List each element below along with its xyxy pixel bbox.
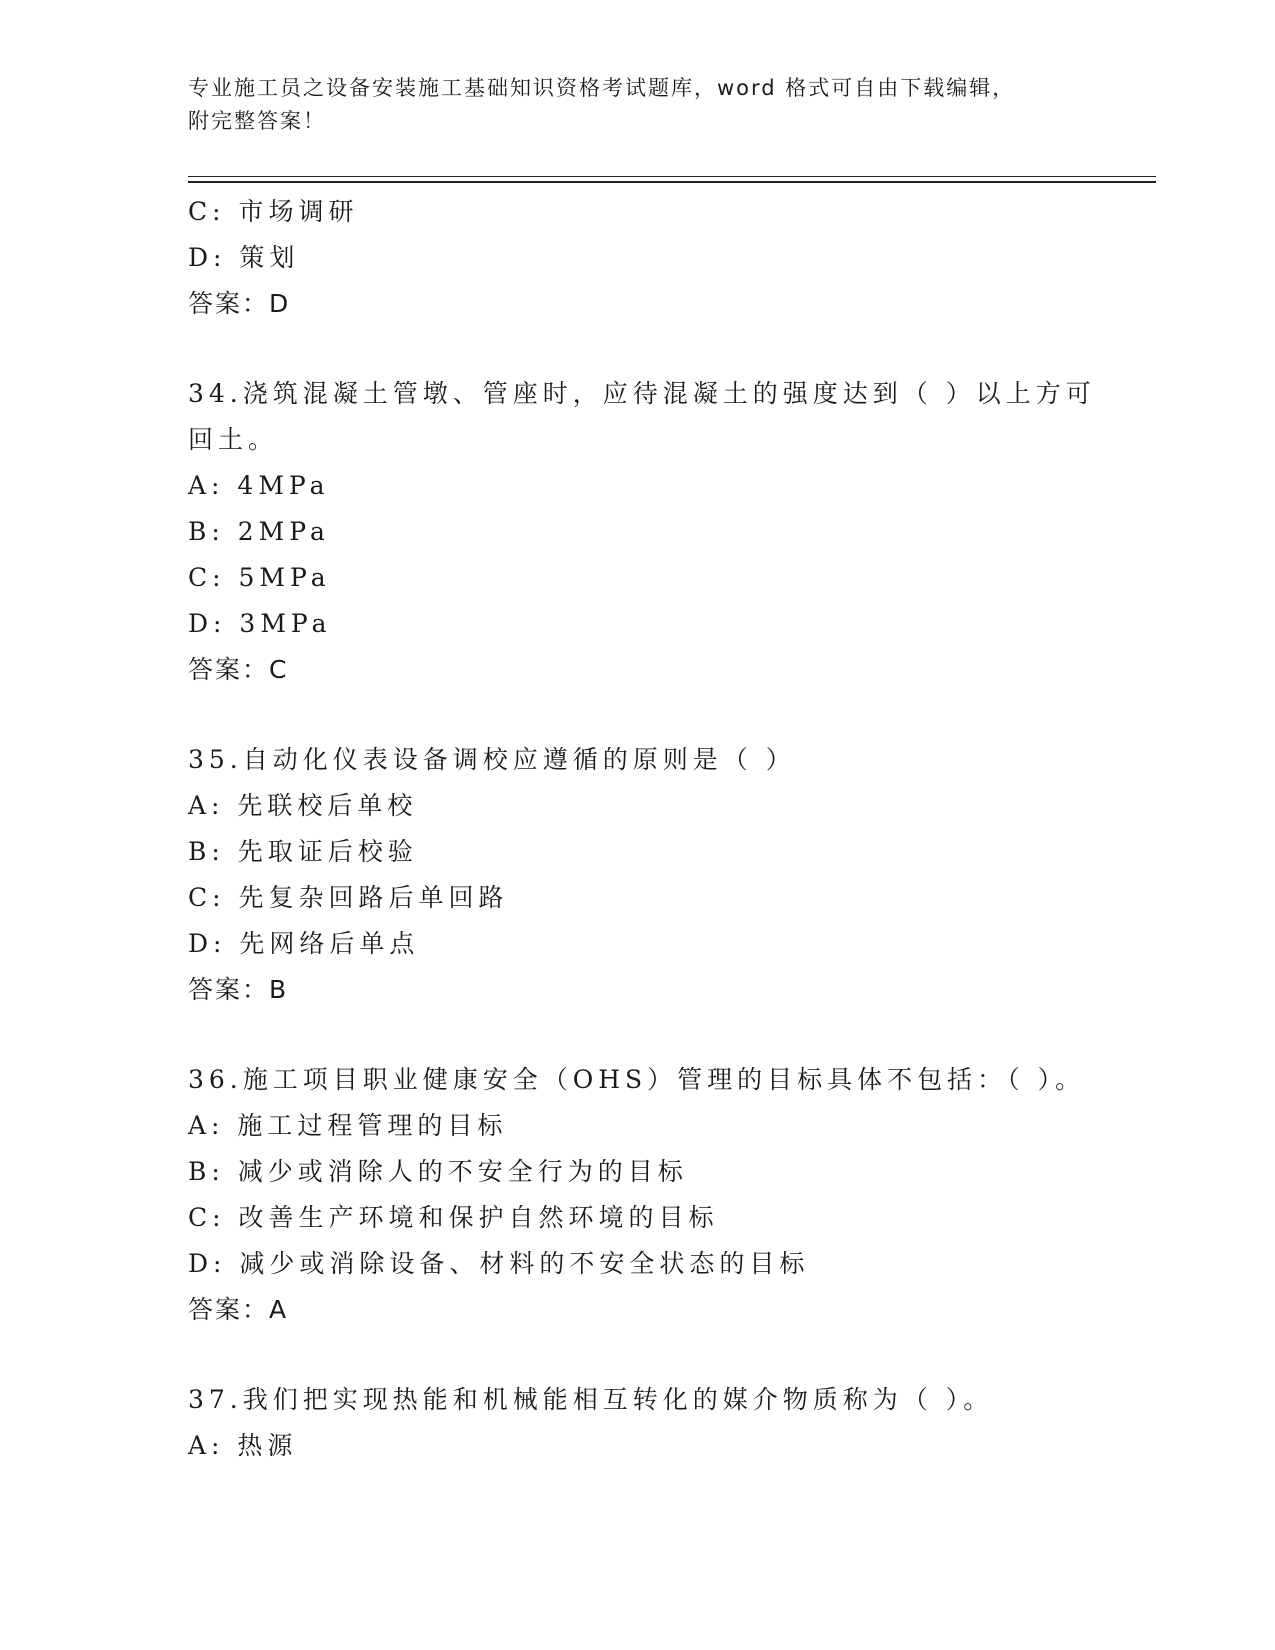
option-c: C: 改善生产环境和保护自然环境的目标 [188, 1203, 719, 1232]
spacer [188, 327, 1148, 371]
question-stem: 37.我们把实现热能和机械能相互转化的媒介物质称为（ ）。 [188, 1385, 994, 1414]
option-c: C: 市场调研 [188, 197, 359, 226]
answer-line: 答案：C [188, 655, 289, 684]
option-a: A: 先联校后单校 [188, 791, 418, 820]
option-c: C: 5MPa [188, 563, 331, 592]
option-d: D: 策划 [188, 243, 300, 272]
option-d: D: 先网络后单点 [188, 929, 420, 958]
option-d: D: 减少或消除设备、材料的不安全状态的目标 [188, 1249, 810, 1278]
spacer [188, 693, 1148, 737]
header-title-line1: 专业施工员之设备安装施工基础知识资格考试题库，word 格式可自由下载编辑， [188, 76, 1016, 100]
question-block-37 [188, 1377, 1148, 1469]
document-header [188, 72, 1088, 138]
question-stem: 35.自动化仪表设备调校应遵循的原则是（ ） [188, 745, 796, 774]
question-block-34 [188, 371, 1148, 693]
question-block-36 [188, 1057, 1148, 1333]
option-b: B: 2MPa [188, 517, 330, 546]
answer-line: 答案：B [188, 975, 289, 1004]
header-divider-thick [188, 181, 1156, 183]
spacer [188, 1333, 1148, 1377]
answer-line: 答案：A [188, 1295, 289, 1324]
header-title-line2: 附完整答案！ [188, 109, 326, 133]
question-list [188, 189, 1148, 1469]
header-divider-thin [188, 176, 1156, 177]
question-stem-continued: 回土。 [188, 425, 279, 454]
question-stem: 36.施工项目职业健康安全（OHS）管理的目标具体不包括：（ ）。 [188, 1065, 1086, 1094]
option-a: A: 施工过程管理的目标 [188, 1111, 508, 1140]
option-a: A: 热源 [188, 1431, 298, 1460]
question-block-33 [188, 189, 1148, 327]
option-a: A: 4MPa [188, 471, 330, 500]
option-c: C: 先复杂回路后单回路 [188, 883, 509, 912]
spacer [188, 1013, 1148, 1057]
option-d: D: 3MPa [188, 609, 332, 638]
question-block-35 [188, 737, 1148, 1013]
answer-line: 答案：D [188, 289, 291, 318]
option-b: B: 减少或消除人的不安全行为的目标 [188, 1157, 688, 1186]
question-stem: 34.浇筑混凝土管墩、管座时，应待混凝土的强度达到（ ）以上方可 [188, 379, 1096, 408]
option-b: B: 先取证后校验 [188, 837, 418, 866]
